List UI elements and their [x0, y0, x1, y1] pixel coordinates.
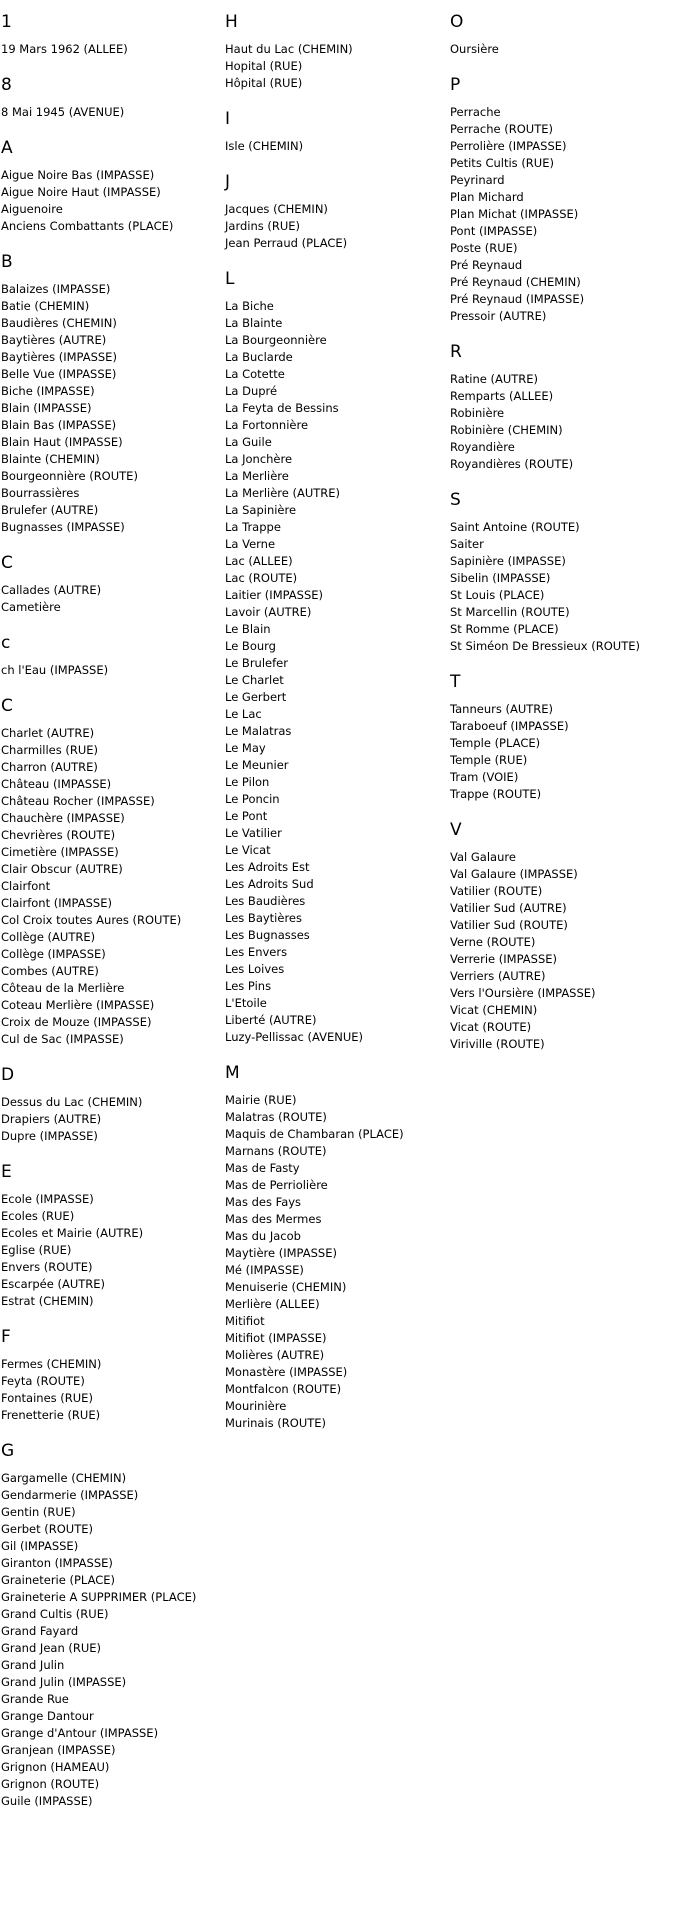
street-name: La Trappe	[225, 520, 281, 534]
street-list	[225, 298, 445, 1046]
street-name: Verne (ROUTE)	[450, 935, 536, 949]
street-name: Le Brulefer	[225, 656, 288, 670]
street-name: Gentin (RUE)	[1, 1505, 76, 1519]
street-list	[225, 201, 445, 252]
street-name: Trappe (ROUTE)	[450, 787, 542, 801]
street-name: La Feyta de Bessins	[225, 401, 339, 415]
section-letter-heading: 8	[1, 75, 12, 95]
street-name: La Fortonnière	[225, 418, 309, 432]
letter-section	[1, 137, 221, 235]
street-name: Clairfont	[1, 879, 51, 893]
street-list	[1, 1094, 221, 1145]
street-name: Luzy-Pellissac (AVENUE)	[225, 1030, 363, 1044]
street-name: Biche (IMPASSE)	[1, 384, 95, 398]
street-name: Dessus du Lac (CHEMIN)	[1, 1095, 143, 1109]
street-name: Remparts (ALLEE)	[450, 389, 554, 403]
street-name: Merlière (ALLEE)	[225, 1297, 320, 1311]
street-name: Grand Jean (RUE)	[1, 1641, 102, 1655]
street-name: Vatilier (ROUTE)	[450, 884, 543, 898]
street-list	[1, 167, 221, 235]
street-name: Gil (IMPASSE)	[1, 1539, 79, 1553]
street-name: Aigue Noire Bas (IMPASSE)	[1, 168, 155, 182]
street-list	[225, 138, 445, 155]
street-name: Guile (IMPASSE)	[1, 1794, 93, 1808]
street-name: Les Pins	[225, 979, 272, 993]
street-name: Cametière	[1, 600, 61, 614]
street-name: Blain Bas (IMPASSE)	[1, 418, 117, 432]
street-name: Charron (AUTRE)	[1, 760, 98, 774]
street-name: Blainte (CHEMIN)	[1, 452, 100, 466]
street-list	[450, 41, 670, 58]
street-list	[225, 41, 445, 92]
street-name: Le Meunier	[225, 758, 289, 772]
street-name: Temple (RUE)	[450, 753, 528, 767]
letter-section	[450, 74, 670, 325]
street-name: Le Gerbert	[225, 690, 287, 704]
street-name: Montfalcon (ROUTE)	[225, 1382, 342, 1396]
street-name: Callades (AUTRE)	[1, 583, 102, 597]
street-name: Vatilier Sud (AUTRE)	[450, 901, 567, 915]
street-name: Col Croix toutes Aures (ROUTE)	[1, 913, 182, 927]
street-name: Royandières (ROUTE)	[450, 457, 574, 471]
letter-section	[1, 695, 221, 1048]
street-name: Tram (VOIE)	[450, 770, 519, 784]
street-name: Les Baytières	[225, 911, 302, 925]
street-list	[1, 1356, 221, 1424]
street-name: Aigue Noire Haut (IMPASSE)	[1, 185, 161, 199]
street-name: Val Galaure	[450, 850, 516, 864]
letter-section	[225, 108, 445, 155]
street-name: Balaizes (IMPASSE)	[1, 282, 111, 296]
street-name: Lac (ALLEE)	[225, 554, 293, 568]
street-list	[450, 371, 670, 473]
street-name: Grange d'Antour (IMPASSE)	[1, 1726, 159, 1740]
street-name: Vicat (CHEMIN)	[450, 1003, 538, 1017]
street-name: Robinière (CHEMIN)	[450, 423, 563, 437]
street-name: Mas du Jacob	[225, 1229, 301, 1243]
street-name: St Siméon De Bressieux (ROUTE)	[450, 639, 640, 653]
street-name: Gargamelle (CHEMIN)	[1, 1471, 127, 1485]
street-list	[1, 41, 221, 58]
street-name: Plan Michat (IMPASSE)	[450, 207, 579, 221]
letter-section	[450, 489, 670, 655]
street-name: Eglise (RUE)	[1, 1243, 72, 1257]
street-name: La Verne	[225, 537, 276, 551]
street-list	[450, 104, 670, 325]
street-name: Val Galaure (IMPASSE)	[450, 867, 578, 881]
street-name: Envers (ROUTE)	[1, 1260, 93, 1274]
street-name: Saiter	[450, 537, 484, 551]
street-name: Aiguenoire	[1, 202, 63, 216]
street-name: Isle (CHEMIN)	[225, 139, 304, 153]
street-name: Lac (ROUTE)	[225, 571, 298, 585]
letter-section	[1, 1326, 221, 1424]
street-name: Gendarmerie (IMPASSE)	[1, 1488, 139, 1502]
street-name: Grande Rue	[1, 1692, 69, 1706]
letter-section	[1, 74, 221, 121]
street-name: St Louis (PLACE)	[450, 588, 545, 602]
letter-section	[1, 1440, 221, 1810]
street-name: Château Rocher (IMPASSE)	[1, 794, 155, 808]
street-name: Grand Julin	[1, 1658, 65, 1672]
street-name: Baytières (IMPASSE)	[1, 350, 117, 364]
street-name: Batie (CHEMIN)	[1, 299, 90, 313]
street-name: Maytière (IMPASSE)	[225, 1246, 337, 1260]
section-letter-heading: M	[225, 1063, 240, 1083]
letter-section	[1, 632, 221, 679]
section-letter-heading: L	[225, 269, 235, 289]
street-list	[1, 281, 221, 536]
street-name: Monastère (IMPASSE)	[225, 1365, 348, 1379]
letter-section	[1, 552, 221, 616]
letter-section	[1, 11, 221, 58]
street-name: Combes (AUTRE)	[1, 964, 99, 978]
section-letter-heading: G	[1, 1441, 15, 1461]
street-name: Mas de Perriolière	[225, 1178, 328, 1192]
street-name: 8 Mai 1945 (AVENUE)	[1, 105, 125, 119]
section-letter-heading: P	[450, 75, 461, 95]
street-name: Le Vicat	[225, 843, 271, 857]
street-list	[1, 1191, 221, 1310]
street-name: Maquis de Chambaran (PLACE)	[225, 1127, 404, 1141]
street-list	[450, 701, 670, 803]
street-name: Le Charlet	[225, 673, 284, 687]
letter-section	[225, 1062, 445, 1432]
street-name: Charlet (AUTRE)	[1, 726, 95, 740]
street-name: Coteau Merlière (IMPASSE)	[1, 998, 155, 1012]
street-name: Dupre (IMPASSE)	[1, 1129, 98, 1143]
street-name: Les Bugnasses	[225, 928, 310, 942]
street-name: Ecole (IMPASSE)	[1, 1192, 94, 1206]
street-name: Royandière	[450, 440, 515, 454]
street-name: Perrache (ROUTE)	[450, 122, 553, 136]
letter-section	[450, 341, 670, 473]
letter-section	[225, 171, 445, 252]
section-letter-heading: C	[1, 553, 13, 573]
street-name: La Biche	[225, 299, 274, 313]
street-name: Verriers (AUTRE)	[450, 969, 546, 983]
street-name: Cimetière (IMPASSE)	[1, 845, 119, 859]
street-name: Clair Obscur (AUTRE)	[1, 862, 123, 876]
street-name: Feyta (ROUTE)	[1, 1374, 85, 1388]
street-name: Malatras (ROUTE)	[225, 1110, 327, 1124]
street-name: La Sapinière	[225, 503, 297, 517]
street-list	[450, 519, 670, 655]
street-name: Murinais (ROUTE)	[225, 1416, 327, 1430]
street-name: Ecoles (RUE)	[1, 1209, 75, 1223]
street-name: Verrerie (IMPASSE)	[450, 952, 557, 966]
street-name: Charmilles (RUE)	[1, 743, 99, 757]
section-letter-heading: I	[225, 109, 231, 129]
street-name: Mas des Fays	[225, 1195, 302, 1209]
street-name: Saint Antoine (ROUTE)	[450, 520, 580, 534]
street-name: Fontaines (RUE)	[1, 1391, 93, 1405]
street-name: Fermes (CHEMIN)	[1, 1357, 102, 1371]
street-name: Tanneurs (AUTRE)	[450, 702, 554, 716]
street-name: La Guile	[225, 435, 272, 449]
street-name: Collège (AUTRE)	[1, 930, 96, 944]
street-name: Mitifiot (IMPASSE)	[225, 1331, 327, 1345]
section-letter-heading: H	[225, 12, 238, 32]
street-name: Escarpée (AUTRE)	[1, 1277, 105, 1291]
street-list	[450, 849, 670, 1053]
section-letter-heading: C	[1, 696, 13, 716]
letter-section	[450, 671, 670, 803]
section-letter-heading: S	[450, 490, 461, 510]
index-column-3	[450, 11, 670, 1069]
street-name: Cul de Sac (IMPASSE)	[1, 1032, 124, 1046]
street-name: Menuiserie (CHEMIN)	[225, 1280, 347, 1294]
street-name: Jacques (CHEMIN)	[225, 202, 328, 216]
street-name: Chevrières (ROUTE)	[1, 828, 116, 842]
street-name: Pré Reynaud (CHEMIN)	[450, 275, 581, 289]
street-name: Granjean (IMPASSE)	[1, 1743, 116, 1757]
street-name: Jardins (RUE)	[225, 219, 301, 233]
street-name: Le Pont	[225, 809, 268, 823]
street-name: La Bourgeonnière	[225, 333, 327, 347]
street-name: Pré Reynaud	[450, 258, 523, 272]
street-name: 19 Mars 1962 (ALLEE)	[1, 42, 128, 56]
street-name: Mas des Mermes	[225, 1212, 322, 1226]
street-name: Pressoir (AUTRE)	[450, 309, 547, 323]
street-name: Pré Reynaud (IMPASSE)	[450, 292, 585, 306]
street-name: Peyrinard	[450, 173, 505, 187]
street-name: La Dupré	[225, 384, 278, 398]
street-name: Anciens Combattants (PLACE)	[1, 219, 174, 233]
street-name: Croix de Mouze (IMPASSE)	[1, 1015, 152, 1029]
street-list	[1, 662, 221, 679]
index-column-2	[225, 11, 445, 1448]
street-name: Grignon (HAMEAU)	[1, 1760, 110, 1774]
street-name: St Romme (PLACE)	[450, 622, 559, 636]
street-name: Blain (IMPASSE)	[1, 401, 92, 415]
street-name: Le May	[225, 741, 266, 755]
street-name: Sapinière (IMPASSE)	[450, 554, 566, 568]
street-name: Les Adroits Sud	[225, 877, 314, 891]
street-name: ch l'Eau (IMPASSE)	[1, 663, 109, 677]
street-name: Vicat (ROUTE)	[450, 1020, 532, 1034]
street-list	[1, 582, 221, 616]
section-letter-heading: R	[450, 342, 462, 362]
street-name: Marnans (ROUTE)	[225, 1144, 327, 1158]
street-name: Grignon (ROUTE)	[1, 1777, 100, 1791]
street-name: Le Lac	[225, 707, 262, 721]
street-name: Robinière	[450, 406, 505, 420]
street-name: Frenetterie (RUE)	[1, 1408, 101, 1422]
street-name: Collège (IMPASSE)	[1, 947, 106, 961]
street-name: Le Pilon	[225, 775, 270, 789]
street-name: Vatilier Sud (ROUTE)	[450, 918, 568, 932]
street-name: La Merlière	[225, 469, 289, 483]
street-name: La Merlière (AUTRE)	[225, 486, 341, 500]
section-letter-heading: T	[450, 672, 461, 692]
street-name: La Cotette	[225, 367, 285, 381]
section-letter-heading: V	[450, 820, 462, 840]
street-name: Sibelin (IMPASSE)	[450, 571, 551, 585]
street-name: Grand Cultis (RUE)	[1, 1607, 109, 1621]
street-name: Les Baudières	[225, 894, 306, 908]
street-list	[1, 1470, 221, 1810]
street-list	[1, 725, 221, 1048]
street-name: Côteau de la Merlière	[1, 981, 125, 995]
street-name: Chauchère (IMPASSE)	[1, 811, 125, 825]
street-list	[225, 1092, 445, 1432]
street-name: Vers l'Oursière (IMPASSE)	[450, 986, 596, 1000]
street-name: Château (IMPASSE)	[1, 777, 112, 791]
street-name: Le Malatras	[225, 724, 292, 738]
street-name: Baudières (CHEMIN)	[1, 316, 117, 330]
street-name: Perrache	[450, 105, 501, 119]
street-name: Grand Julin (IMPASSE)	[1, 1675, 127, 1689]
street-name: St Marcellin (ROUTE)	[450, 605, 570, 619]
street-name: Mitifiot	[225, 1314, 265, 1328]
section-letter-heading: J	[225, 172, 231, 192]
section-letter-heading: c	[1, 633, 11, 653]
street-name: Baytières (AUTRE)	[1, 333, 107, 347]
street-name: Le Vatilier	[225, 826, 282, 840]
street-name: La Jonchère	[225, 452, 293, 466]
street-name: Graineterie (PLACE)	[1, 1573, 116, 1587]
street-name: Mas de Fasty	[225, 1161, 300, 1175]
street-name: Lavoir (AUTRE)	[225, 605, 312, 619]
street-name: Blain Haut (IMPASSE)	[1, 435, 123, 449]
street-name: Les Envers	[225, 945, 288, 959]
street-name: Drapiers (AUTRE)	[1, 1112, 102, 1126]
street-name: Grand Fayard	[1, 1624, 79, 1638]
street-name: Le Blain	[225, 622, 271, 636]
street-name: Hôpital (RUE)	[225, 76, 303, 90]
street-name: Grange Dantour	[1, 1709, 94, 1723]
street-name: Molières (AUTRE)	[225, 1348, 325, 1362]
street-name: Mourinière	[225, 1399, 287, 1413]
street-name: Perrolière (IMPASSE)	[450, 139, 567, 153]
street-name: La Buclarde	[225, 350, 293, 364]
street-name: Graineterie A SUPPRIMER (PLACE)	[1, 1590, 197, 1604]
street-name: Ecoles et Mairie (AUTRE)	[1, 1226, 144, 1240]
section-letter-heading: A	[1, 138, 13, 158]
street-name: Plan Michard	[450, 190, 524, 204]
letter-section	[225, 11, 445, 92]
street-name: L'Etoile	[225, 996, 267, 1010]
street-name: Brulefer (AUTRE)	[1, 503, 99, 517]
street-name: Clairfont (IMPASSE)	[1, 896, 112, 910]
street-name: Belle Vue (IMPASSE)	[1, 367, 117, 381]
street-list	[1, 104, 221, 121]
street-name: Petits Cultis (RUE)	[450, 156, 554, 170]
section-letter-heading: F	[1, 1327, 11, 1347]
street-name: Le Bourg	[225, 639, 276, 653]
section-letter-heading: O	[450, 12, 464, 32]
street-name: La Blainte	[225, 316, 283, 330]
street-name: Jean Perraud (PLACE)	[225, 236, 348, 250]
section-letter-heading: 1	[1, 12, 12, 32]
street-name: Les Adroits Est	[225, 860, 310, 874]
street-name: Estrat (CHEMIN)	[1, 1294, 94, 1308]
street-name: Hopital (RUE)	[225, 59, 303, 73]
letter-section	[450, 11, 670, 58]
street-name: Liberté (AUTRE)	[225, 1013, 317, 1027]
street-name: Oursière	[450, 42, 499, 56]
section-letter-heading: D	[1, 1065, 15, 1085]
letter-section	[450, 819, 670, 1053]
letter-section	[1, 251, 221, 536]
street-name: Bourgeonnière (ROUTE)	[1, 469, 138, 483]
section-letter-heading: E	[1, 1162, 12, 1182]
street-name: Poste (RUE)	[450, 241, 518, 255]
street-name: Le Poncin	[225, 792, 280, 806]
street-name: Mé (IMPASSE)	[225, 1263, 304, 1277]
street-name: Mairie (RUE)	[225, 1093, 297, 1107]
street-name: Taraboeuf (IMPASSE)	[450, 719, 569, 733]
street-name: Les Loives	[225, 962, 285, 976]
street-name: Giranton (IMPASSE)	[1, 1556, 113, 1570]
street-name: Bourrassières	[1, 486, 80, 500]
street-name: Viriville (ROUTE)	[450, 1037, 545, 1051]
letter-section	[225, 268, 445, 1046]
street-name: Haut du Lac (CHEMIN)	[225, 42, 353, 56]
letter-section	[1, 1064, 221, 1145]
letter-section	[1, 1161, 221, 1310]
street-name: Pont (IMPASSE)	[450, 224, 538, 238]
street-name: Gerbet (ROUTE)	[1, 1522, 93, 1536]
street-name: Ratine (AUTRE)	[450, 372, 539, 386]
street-name: Temple (PLACE)	[450, 736, 541, 750]
street-name: Laitier (IMPASSE)	[225, 588, 324, 602]
street-name: Bugnasses (IMPASSE)	[1, 520, 125, 534]
section-letter-heading: B	[1, 252, 13, 272]
index-column-1	[1, 11, 221, 1826]
